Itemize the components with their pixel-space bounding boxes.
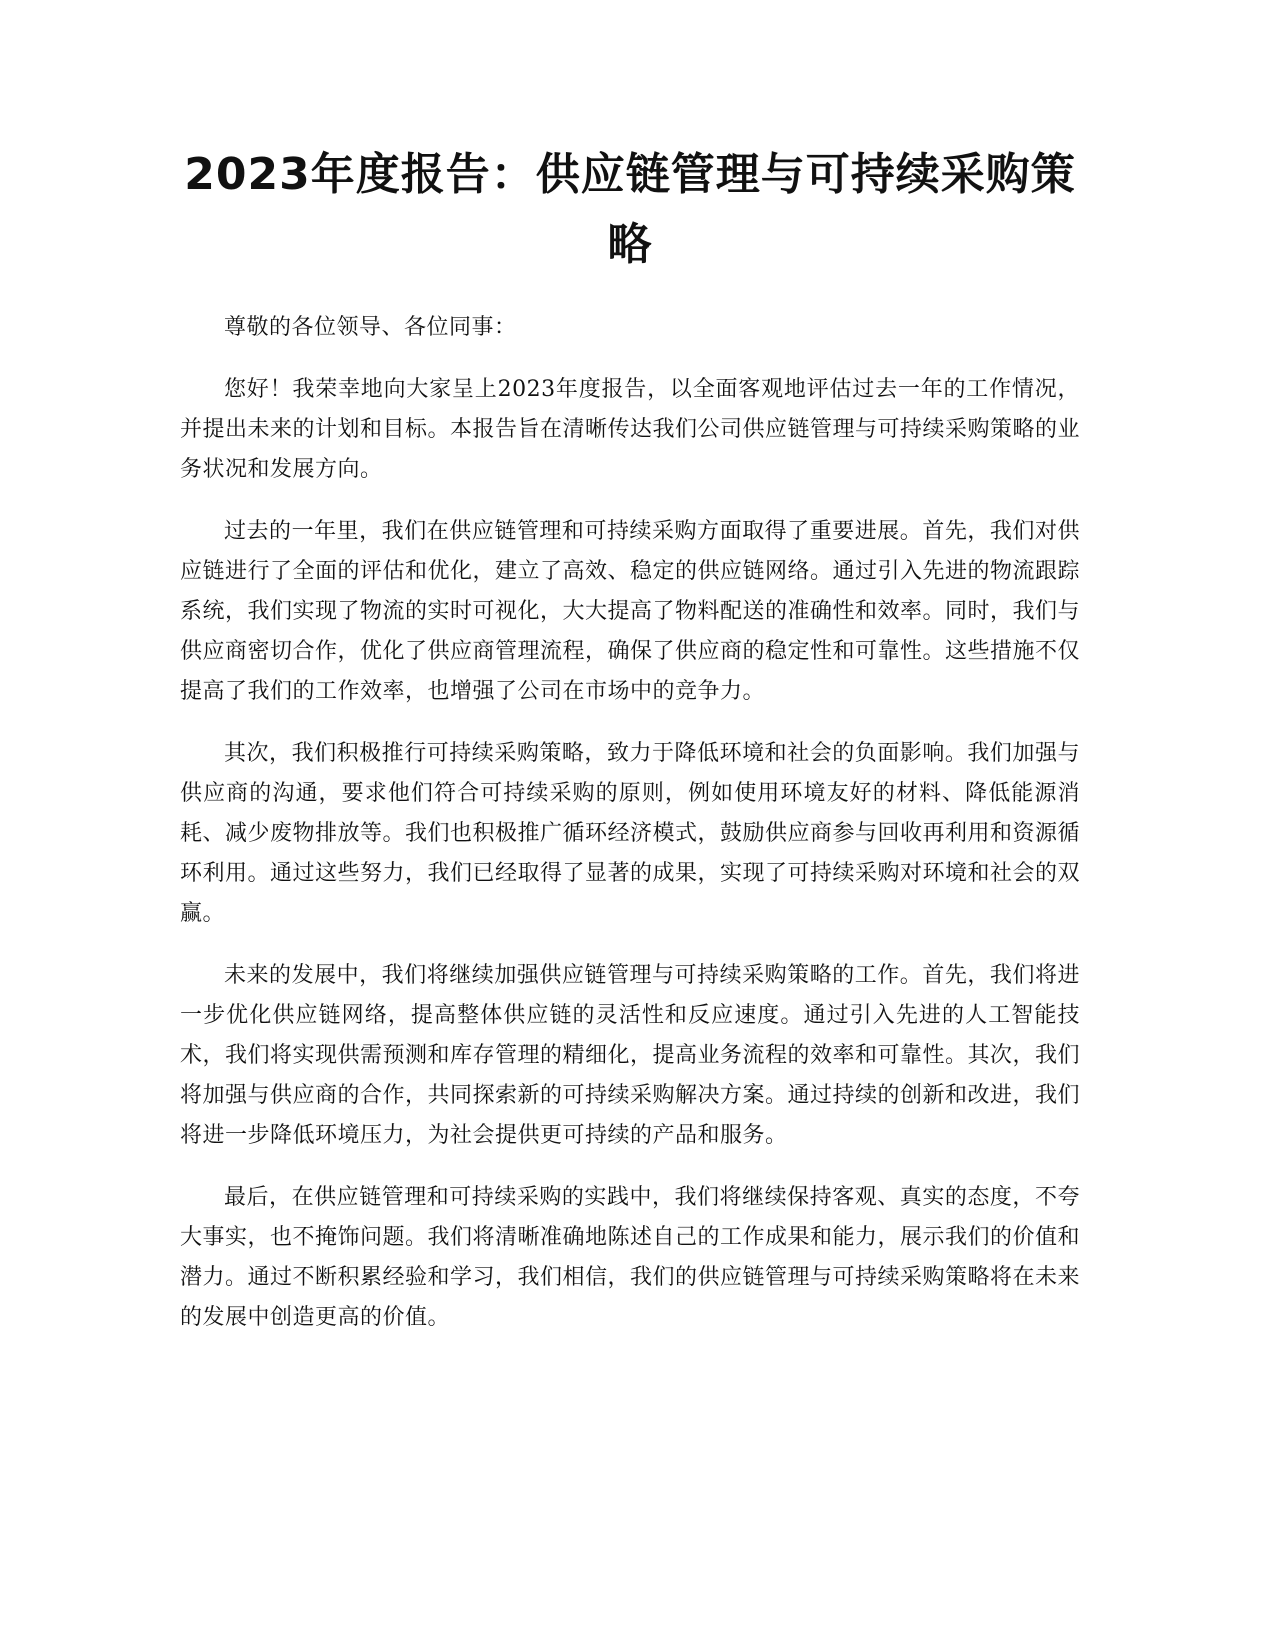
paragraph-conclusion: 最后，在供应链管理和可持续采购的实践中，我们将继续保持客观、真实的态度，不夸大事实，也不掩饰问题。我们将清晰准确地陈述自己的工作成果和能力，展示我们的价值和潜力。通过不断积累经验和学习，我们相信，我们的供应链管理与可持续采购策略将在未来的发展中创造更高的价值。 — [180, 1185, 1081, 1330]
paragraph-future-plans: 未来的发展中，我们将继续加强供应链管理与可持续采购策略的工作。首先，我们将进一步优化供应链网络，提高整体供应链的灵活性和反应速度。通过引入先进的人工智能技术，我们将实现供需预测和库存管理的精细化，提高业务流程的效率和可靠性。其次，我们将加强与供应商的合作，共同探索新的可持续采购解决方案。通过持续的创新和改进，我们将进一步降低环境压力，为社会提供更可持续的产品和服务。 — [180, 963, 1081, 1148]
document-page — [180, 140, 1080, 1360]
paragraph-greeting: 您好！我荣幸地向大家呈上2023年度报告，以全面客观地评估过去一年的工作情况，并提出未来的计划和目标。本报告旨在清晰传达我们公司供应链管理与可持续采购策略的业务状况和发展方向。 — [180, 377, 1081, 482]
paragraph-past-year: 过去的一年里，我们在供应链管理和可持续采购方面取得了重要进展。首先，我们对供应链进行了全面的评估和优化，建立了高效、稳定的供应链网络。通过引入先进的物流跟踪系统，我们实现了物流的实时可视化，大大提高了物料配送的准确性和效率。同时，我们与供应商密切合作，优化了供应商管理流程，确保了供应商的稳定性和可靠性。这些措施不仅提高了我们的工作效率，也增强了公司在市场中的竞争力。 — [180, 519, 1081, 704]
document-title: 2023年度报告：供应链管理与可持续采购策略 — [184, 149, 1076, 270]
salutation: 尊敬的各位领导、各位同事： — [224, 315, 517, 340]
paragraph-sustainable-procurement: 其次，我们积极推行可持续采购策略，致力于降低环境和社会的负面影响。我们加强与供应商的沟通，要求他们符合可持续采购的原则，例如使用环境友好的材料、降低能源消耗、减少废物排放等。我们也积极推广循环经济模式，鼓励供应商参与回收再利用和资源循环利用。通过这些努力，我们已经取得了显著的成果，实现了可持续采购对环境和社会的双赢。 — [180, 741, 1081, 926]
